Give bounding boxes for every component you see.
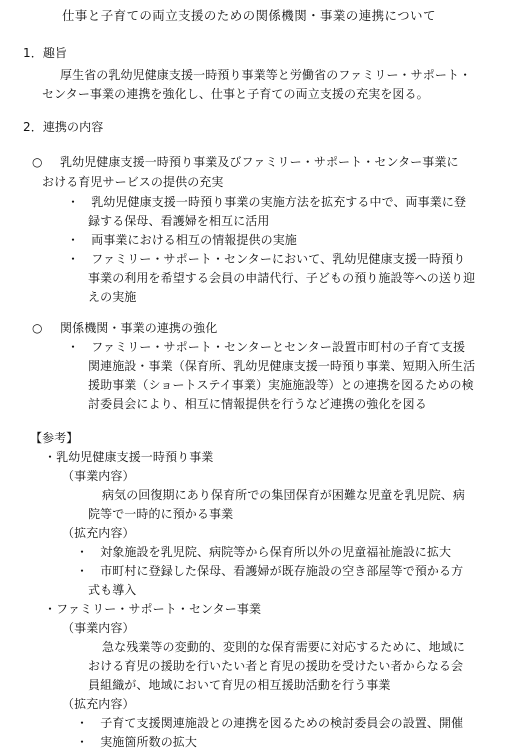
circle-bullet: ○ [32,155,43,169]
reference-text-line: 急な残業等の変動的、変則的な保育需要に対応するために、地域に [102,640,466,654]
item-a-bullet-line: ・ 乳幼児健康支援一時預り事業の実施方法を拡充する中で、両事業に登 [67,195,467,209]
section-2-heading: 2．連携の内容 [23,120,104,134]
reference-text-line: 院等で一時的に預かる事業 [88,507,234,521]
reference-text-line: 員組織が、地域において育児の相互援助活動を行う事業 [88,678,391,692]
item-a-text-line: おける育児サービスの提供の充実 [42,175,224,189]
reference-subheading: （拡充内容） [62,526,135,540]
reference-subheading: （拡充内容） [62,697,135,711]
reference-bullet-line: ・ 対象施設を乳児院、病院等から保育所以外の児童福祉施設に拡大 [76,545,452,559]
reference-text-line: おける育児の援助を行いたい者と育児の援助を受けたい者からなる会 [88,659,464,673]
item-a-bullet-line: ・ 両事業における相互の情報提供の実施 [67,233,297,247]
reference-bullet-line: ・ 子育て支援関連施設との連携を図るための検討委員会の設置、開催 [76,716,464,730]
section-1-text-line: センター事業の連携を強化し、仕事と子育ての両立支援の充実を図る。 [42,87,429,101]
item-b-text-line: 関連施設・事業（保育所、乳幼児健康支援一時預り事業、短期入所生活 [88,359,476,373]
reference-subheading: （事業内容） [62,621,135,635]
item-a-text-line: 乳幼児健康支援一時預り事業及びファミリー・サポート・センター事業に [60,155,459,169]
reference-item-title: ・ファミリー・サポート・センター事業 [44,602,262,616]
section-1-text-line: 厚生省の乳幼児健康支援一時預り事業等と労働省のファミリー・サポート・ [60,68,472,82]
reference-text-line: 病気の回復期にあり保育所での集団保育が困難な児童を乳児院、病 [102,488,466,502]
reference-item-title: ・乳幼児健康支援一時預り事業 [44,450,214,464]
reference-bullet-line: ・ 市町村に登録した保母、看護婦が既存施設の空き部屋等で預かる方 [76,564,464,578]
reference-heading: 【参考】 [30,431,79,445]
item-b-heading: 関係機関・事業の連携の強化 [60,321,218,335]
section-1-heading: 1．趣旨 [23,46,68,60]
item-b-text-line: ・ ファミリー・サポート・センターとセンター設置市町村の子育て支援 [67,340,466,354]
reference-bullet-line: 式も導入 [88,583,137,597]
document-title: 仕事と子育ての両立支援のための関係機関・事業の連携について [62,8,436,23]
reference-subheading: （事業内容） [62,469,135,483]
item-b-text-line: 討委員会により、相互に情報提供を行うなど連携の強化を図る [88,397,427,411]
item-a-bullet-line: えの実施 [88,290,137,304]
item-b-text-line: 援助事業（ショートステイ事業）実施施設等）との連携を図るための検 [88,378,474,392]
item-a-bullet-line: 録する保母、看護婦を相互に活用 [88,214,270,228]
item-a-bullet-line: ・ ファミリー・サポート・センターにおいて、乳幼児健康支援一時預り [67,252,466,266]
item-a-bullet-line: 事業の利用を希望する会員の申請代行、子どもの預り施設等への送り迎 [88,271,476,285]
reference-bullet-line: ・ 実施箇所数の拡大 [76,735,198,749]
circle-bullet: ○ [32,321,43,335]
